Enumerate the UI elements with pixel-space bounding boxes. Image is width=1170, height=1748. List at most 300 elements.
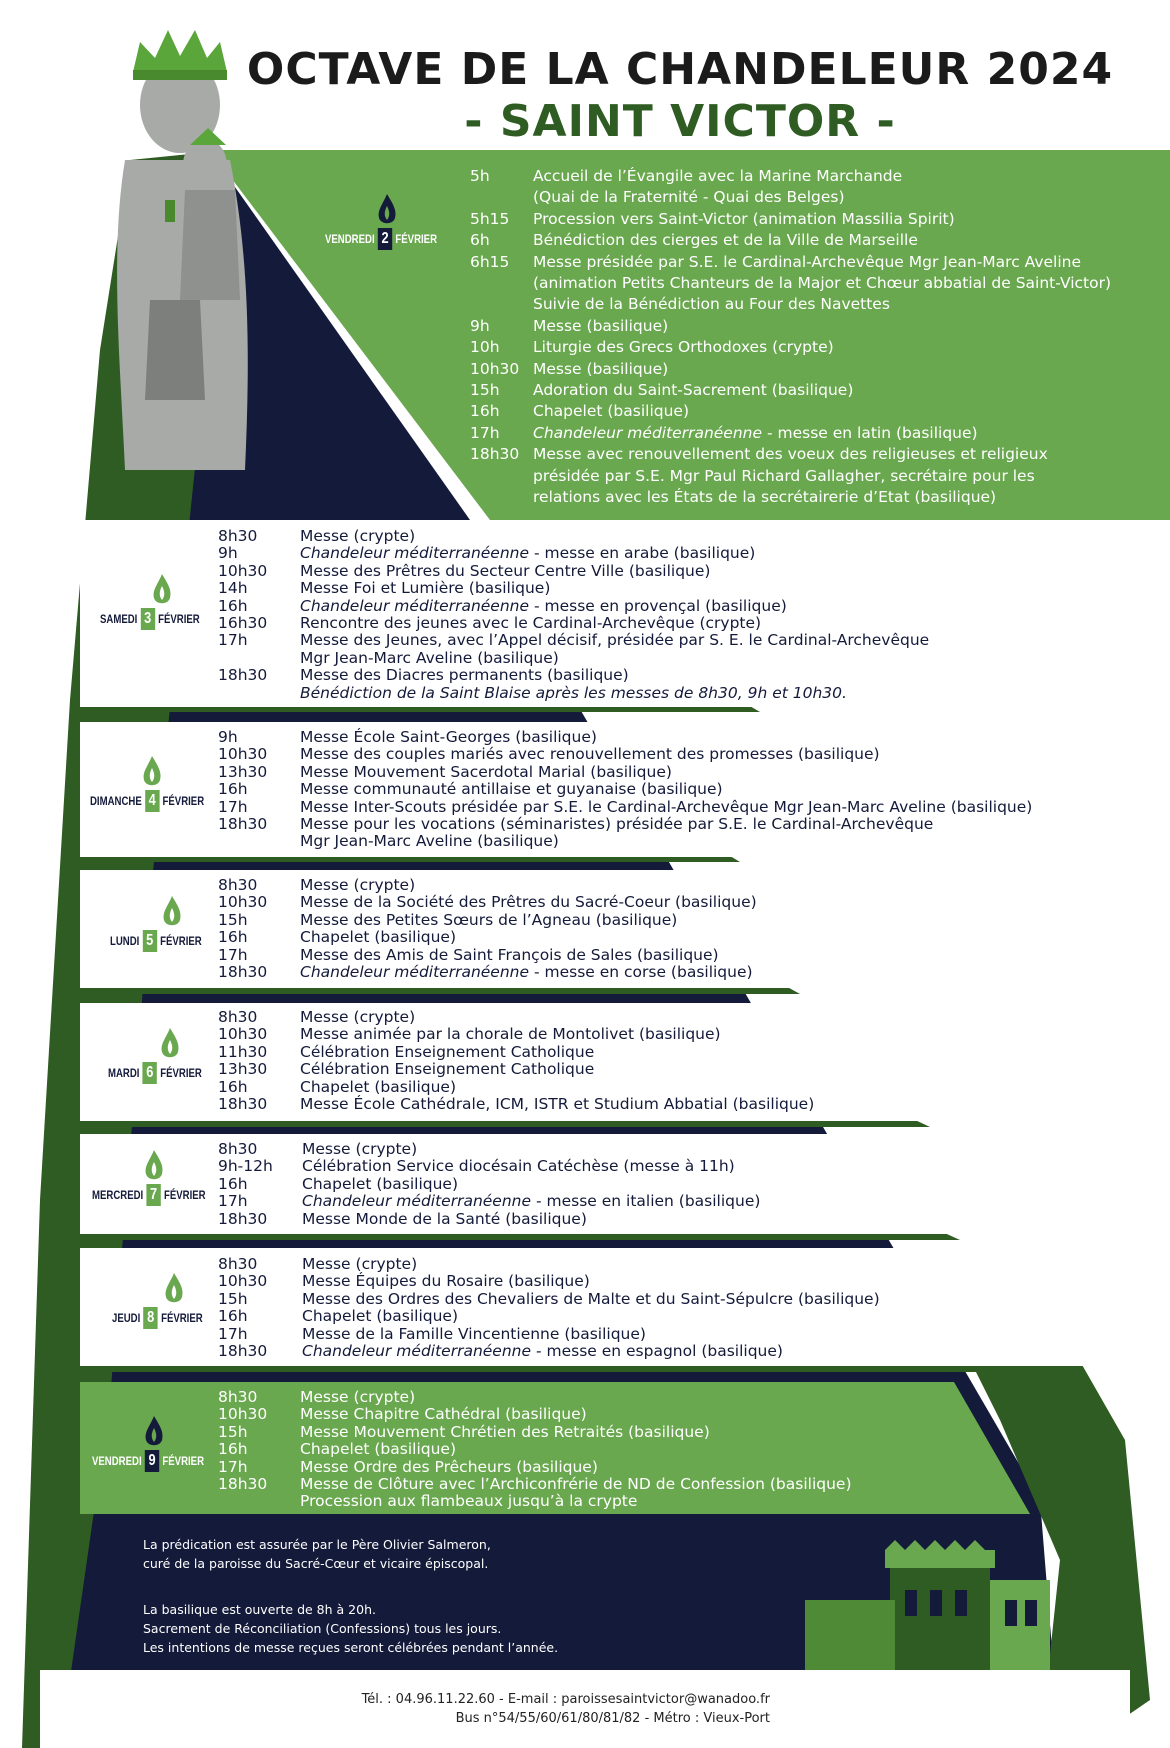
entry-description [300,528,1132,545]
entry-text: Messe Foi et Lumière (basilique) [300,579,551,598]
entry-description [533,252,1162,273]
contact-line-1: Tél. : 04.96.11.22.60 - E-mail : paroissesaintvictor@wanadoo.fr [361,1692,770,1707]
schedule-entry [218,563,1132,580]
entry-text: présidée par S.E. Mgr Paul Richard Gallagher, secrétaire pour les [533,466,1035,485]
day-month: FÉVRIER [161,1311,203,1325]
entry-text: Procession aux flambeaux jusqu’à la crypte [300,1492,638,1511]
schedule-entry [218,746,1132,763]
contact-line-2: Bus n°54/55/60/61/80/81/82 - Métro : Vieux-Port [455,1711,770,1726]
day-label-4 [90,790,204,812]
entry-time: 13h30 [218,1060,268,1079]
entry-text: Chapelet (basilique) [300,1077,456,1096]
candle-flame-icon [142,1150,166,1184]
schedule-entry [218,528,1132,545]
day-label-6 [108,1062,202,1084]
entry-time: 6h [470,231,490,250]
entry-description [302,1326,1132,1343]
entry-time: 16h [218,1440,248,1459]
entry-description [300,1061,1132,1078]
schedule-entry [218,1389,1022,1406]
entry-description [300,964,1132,981]
schedule-entry [218,615,1132,632]
day-month: FÉVRIER [158,612,200,626]
entry-description [302,1176,1132,1193]
entry-time: 15h [218,910,248,929]
entry-time: 10h30 [470,359,520,378]
schedule-entry [470,230,1162,251]
entry-time: 15h [218,1289,248,1308]
entry-time: 15h [470,381,500,400]
entry-text: Bénédiction des cierges et de la Ville de Marseille [533,231,918,250]
entry-time: 8h30 [218,1140,258,1158]
candle-flame-icon [162,1273,186,1307]
entry-time: 16h [218,780,248,799]
entry-text: Messe des Prêtres du Secteur Centre Ville (basilique) [300,561,711,580]
entry-italic: Chandeleur méditerranéenne [300,963,530,982]
entry-description [302,1141,1132,1158]
entry-time: 16h [218,928,248,947]
entry-time: 16h [470,402,500,421]
entry-time [470,294,533,315]
schedule-entry [218,1211,1132,1228]
entry-description [302,1343,1132,1360]
schedule-entry [218,685,1132,702]
schedule-entry [218,781,1132,798]
entry-description [300,877,1132,894]
entry-time [470,273,533,294]
candle-flame-icon [142,1416,166,1450]
entry-time: 17h [218,1457,248,1476]
entry-description [300,563,1132,580]
entry-time: 8h30 [218,876,258,894]
schedule-entry [470,273,1162,294]
schedule-entry [218,1193,1132,1210]
entry-description [533,380,1162,401]
schedule-entry [218,929,1132,946]
entry-time: 18h30 [218,1209,268,1228]
entry-description [300,894,1132,911]
entry-italic: Chandeleur méditerranéenne [300,596,530,615]
schedule-list [218,1141,1132,1228]
entry-italic: Chandeleur méditerranéenne [300,544,530,563]
entry-time: 10h30 [218,561,268,580]
schedule-entry [218,1158,1132,1175]
entry-description [300,781,1132,798]
entry-time: 17h [218,797,248,816]
entry-time: 16h [218,596,248,615]
day-number: 3 [141,608,155,630]
entry-description [533,401,1162,422]
schedule-entry [218,1026,1132,1043]
schedule-entry [470,359,1162,380]
entry-time: 13h30 [218,762,268,781]
day-weekday: MARDI [108,1066,140,1080]
schedule-entry [218,1291,1132,1308]
day-weekday: JEUDI [112,1311,141,1325]
schedule-entry [470,209,1162,230]
entry-italic: Chandeleur méditerranéenne [533,423,763,442]
entry-description [300,912,1132,929]
day-number: 4 [145,790,159,812]
schedule-entry [470,337,1162,358]
candle-flame-icon [375,194,399,228]
schedule-entry [470,487,1162,508]
entry-text: (animation Petits Chanteurs de la Major et Chœur abbatial de Saint-Victor) [533,274,1112,293]
entry-description [300,729,1132,746]
entry-time: 9h [470,316,490,335]
entry-text: Chapelet (basilique) [302,1174,458,1193]
day-month: FÉVRIER [160,1066,202,1080]
day-number: 9 [145,1450,159,1472]
entry-time: 18h30 [218,1342,268,1361]
entry-text: Messe des Diacres permanents (basilique) [300,666,629,685]
poster-subtitle: - SAINT VICTOR - [464,96,896,147]
entry-time: 8h30 [218,1388,258,1406]
entry-description [300,598,1132,615]
entry-text: Messe des Amis de Saint François de Sales (basilique) [300,945,719,964]
schedule-entry [218,1044,1132,1061]
entry-text: Messe (crypte) [300,1388,416,1406]
entry-text: relations avec les États de la secrétairerie d’Etat (basilique) [533,488,997,507]
entry-time: 9h [218,544,238,563]
entry-time: 6h15 [470,252,510,271]
entry-text: Messe (crypte) [300,876,416,894]
entry-time: 10h30 [218,1405,268,1424]
schedule-entry [470,187,1162,208]
entry-description [302,1158,1132,1175]
entry-description [300,650,1132,667]
schedule-entry [218,799,1132,816]
entry-description [300,764,1132,781]
schedule-entry [218,894,1132,911]
entry-time: 16h30 [218,614,268,633]
entry-description [300,632,1132,649]
entry-time: 9h-12h [218,1157,273,1176]
entry-text: Liturgie des Grecs Orthodoxes (crypte) [533,338,834,357]
schedule-entry [218,1424,1022,1441]
entry-description [533,423,1162,444]
schedule-entry [218,1476,1022,1493]
day-label-9 [92,1450,204,1472]
entry-time [218,833,300,850]
entry-description [300,667,1132,684]
entry-description [302,1291,1132,1308]
entry-description [300,615,1132,632]
schedule-entry [218,1493,1022,1510]
schedule-entry [470,401,1162,422]
entry-time: 16h [218,1174,248,1193]
entry-time: 16h [218,1077,248,1096]
schedule-entry [218,1459,1022,1476]
schedule-entry [218,1141,1132,1158]
schedule-entry [218,545,1132,562]
schedule-list [218,528,1132,702]
day-weekday: VENDREDI [325,232,375,246]
entry-time: 17h [218,631,248,650]
entry-text: Chapelet (basilique) [533,402,689,421]
entry-description [300,1026,1132,1043]
entry-text: Messe communauté antillaise et guyanaise (basilique) [300,780,723,799]
preaching-line-2: curé de la paroisse du Sacré-Cœur et vicaire épiscopal. [143,1556,489,1571]
schedule-entry [470,466,1162,487]
entry-time: 10h [470,338,500,357]
entry-text: - messe en espagnol (basilique) [531,1342,783,1361]
entry-text: Messe avec renouvellement des voeux des religieuses et religieux [533,445,1048,464]
candle-flame-icon [140,756,164,790]
entry-text: Rencontre des jeunes avec le Cardinal-Archevêque (crypte) [300,614,762,633]
schedule-entry [470,423,1162,444]
entry-text: - messe en latin (basilique) [762,423,978,442]
schedule-list [218,729,1132,851]
entry-description [300,1459,1022,1476]
schedule-entry [218,1326,1132,1343]
day-number: 6 [143,1062,157,1084]
day-weekday: DIMANCHE [90,794,142,808]
entry-text: Messe École Cathédrale, ICM, ISTR et Studium Abbatial (basilique) [300,1095,815,1114]
entry-text: Messe animée par la chorale de Montolivet (basilique) [300,1025,721,1044]
entry-description [300,1096,1132,1113]
entry-description [533,487,1162,508]
day-weekday: SAMEDI [100,612,138,626]
entry-time: 5h15 [470,209,510,228]
entry-text: Messe des Ordres des Chevaliers de Malte et du Saint-Sépulcre (basilique) [302,1289,880,1308]
entry-text: Messe (basilique) [533,316,669,335]
entry-italic: Chandeleur méditerranéenne [302,1192,532,1211]
entry-time [470,466,533,487]
entry-description [533,166,1162,187]
entry-italic: Chandeleur méditerranéenne [302,1342,532,1361]
entry-time [218,650,300,667]
entry-time: 8h30 [218,527,258,545]
entry-text: Messe des Jeunes, avec l’Appel décisif, présidée par S. E. le Cardinal-Archevêque [300,631,930,650]
credit-text: ©Mwd - maelyswebdesign.fr [14,1491,27,1650]
schedule-entry [218,1308,1132,1325]
schedule-entry [218,1079,1132,1096]
entry-description [533,273,1162,294]
entry-description [300,746,1132,763]
preaching-line-1: La prédication est assurée par le Père Olivier Salmeron, [143,1537,491,1552]
schedule-entry [218,650,1132,667]
schedule-entry [218,833,1132,850]
entry-text: Messe des couples mariés avec renouvellement des promesses (basilique) [300,745,880,764]
day-label-2 [325,228,437,250]
entry-text: Messe Équipes du Rosaire (basilique) [302,1272,590,1291]
entry-time: 17h [218,1324,248,1343]
entry-text: Messe (crypte) [300,1008,416,1026]
entry-time: 10h30 [218,1025,268,1044]
day-label-3 [100,608,200,630]
schedule-entry [218,1176,1132,1193]
schedule-entry [218,1256,1132,1273]
entry-time: 17h [470,423,500,442]
day-month: FÉVRIER [164,1188,206,1202]
entry-text: Messe École Saint-Georges (basilique) [300,728,597,746]
entry-text: Accueil de l’Évangile avec la Marine Marchande [533,167,903,185]
entry-time [218,1493,300,1510]
entry-time [470,487,533,508]
entry-description [533,466,1162,487]
entry-description [533,316,1162,337]
entry-time: 18h30 [218,963,268,982]
entry-description [302,1211,1132,1228]
schedule-entry [218,632,1132,649]
schedule-entry [218,667,1132,684]
schedule-entry [218,598,1132,615]
schedule-entry [470,252,1162,273]
entry-description [300,1424,1022,1441]
poster-title: OCTAVE DE LA CHANDELEUR 2024 [246,44,1114,95]
entry-text: Messe de la Société des Prêtres du Sacré-Coeur (basilique) [300,893,757,912]
day-weekday: MERCREDI [92,1188,144,1202]
contact-info [300,1690,770,1728]
entry-time: 11h30 [218,1042,268,1061]
entry-description [533,294,1162,315]
schedule-entry [470,166,1162,187]
entry-description [300,1493,1022,1510]
entry-description [300,685,1132,702]
entry-text: Messe de la Famille Vincentienne (basilique) [302,1324,646,1343]
entry-text: Messe Inter-Scouts présidée par S.E. le Cardinal-Archevêque Mgr Jean-Marc Aveline (basilique) [300,797,1033,816]
entry-text: Procession vers Saint-Victor (animation Massilia Spirit) [533,209,955,228]
schedule-list [218,877,1132,981]
entry-description [302,1308,1132,1325]
entry-description [300,816,1132,833]
schedule-list [470,166,1162,509]
entry-time: 10h30 [218,1272,268,1291]
entry-description [300,1476,1022,1493]
day-weekday: VENDREDI [92,1454,142,1468]
schedule-entry [218,964,1132,981]
entry-time: 17h [218,945,248,964]
schedule-list [218,1256,1132,1360]
entry-text: Chapelet (basilique) [300,928,456,947]
entry-text: (Quai de la Fraternité - Quai des Belges) [533,188,845,207]
entry-description [300,833,1132,850]
entry-description [300,1406,1022,1423]
schedule-entry [218,1061,1132,1078]
schedule-entry [218,1343,1132,1360]
entry-text: Chapelet (basilique) [302,1307,458,1326]
day-month: FÉVRIER [395,232,438,246]
schedule-entry [218,764,1132,781]
schedule-entry [470,444,1162,465]
entry-text: Messe Mouvement Chrétien des Retraités (basilique) [300,1422,710,1441]
entry-time: 5h [470,167,490,185]
day-label-5 [110,930,202,952]
entry-text: Mgr Jean-Marc Aveline (basilique) [300,648,559,667]
schedule-entry [218,912,1132,929]
entry-text: Messe des Petites Sœurs de l’Agneau (basilique) [300,910,678,929]
entry-time: 9h [218,728,238,746]
day-month: FÉVRIER [162,794,205,808]
info-line-1: La basilique est ouverte de 8h à 20h. [143,1602,376,1617]
entry-description [533,209,1162,230]
entry-text: Messe (crypte) [302,1255,418,1273]
schedule-entry [218,1009,1132,1026]
entry-text: Messe Ordre des Prêcheurs (basilique) [300,1457,598,1476]
entry-description [300,1389,1022,1406]
info-line-3: Les intentions de messe reçues seront célébrées pendant l’année. [143,1640,559,1655]
candle-flame-icon [158,1028,182,1062]
entry-text: Adoration du Saint-Sacrement (basilique) [533,381,854,400]
day-number: 2 [378,228,392,250]
entry-time: 18h30 [470,445,520,464]
schedule-entry [218,1406,1022,1423]
entry-description [302,1273,1132,1290]
entry-text: Messe (crypte) [302,1140,418,1158]
entry-text: Célébration Enseignement Catholique [300,1042,595,1061]
practical-info [143,1600,558,1657]
day-month: FÉVRIER [160,934,202,948]
entry-description [300,799,1132,816]
entry-description [533,337,1162,358]
entry-text: Célébration Enseignement Catholique [300,1060,595,1079]
schedule-list [218,1009,1132,1113]
entry-description [300,929,1132,946]
entry-description [533,359,1162,380]
entry-description [302,1193,1132,1210]
entry-description [533,187,1162,208]
entry-text: - messe en provençal (basilique) [529,596,787,615]
entry-text: Mgr Jean-Marc Aveline (basilique) [300,832,559,851]
candle-flame-icon [150,574,174,608]
entry-time: 16h [218,1307,248,1326]
day-number: 7 [146,1184,160,1206]
entry-text: Messe présidée par S.E. le Cardinal-Archevêque Mgr Jean-Marc Aveline [533,252,1082,271]
schedule-entry [218,1273,1132,1290]
schedule-entry [218,947,1132,964]
entry-time: 18h30 [218,666,268,685]
entry-text: Messe (crypte) [300,527,416,545]
preaching-note [143,1535,491,1573]
entry-time: 10h30 [218,893,268,912]
entry-description [302,1256,1132,1273]
entry-text: - messe en italien (basilique) [531,1192,761,1211]
entry-time: 8h30 [218,1008,258,1026]
day-number: 8 [143,1307,157,1329]
schedule-entry [470,316,1162,337]
day-label-7 [92,1184,206,1206]
day-weekday: LUNDI [110,934,140,948]
schedule-entry [218,729,1132,746]
entry-time: 15h [218,1422,248,1441]
schedule-entry [218,877,1132,894]
entry-time: 10h30 [218,745,268,764]
day-number: 5 [143,930,157,952]
schedule-entry [470,294,1162,315]
entry-description [300,1044,1132,1061]
entry-description [300,580,1132,597]
day-label-8 [112,1307,203,1329]
entry-italic: Bénédiction de la Saint Blaise après les messes de 8h30, 9h et 10h30. [300,683,847,702]
entry-time: 8h30 [218,1255,258,1273]
entry-description [300,947,1132,964]
entry-description [300,1079,1132,1096]
entry-text: Messe Monde de la Santé (basilique) [302,1209,587,1228]
day-month: FÉVRIER [162,1454,205,1468]
schedule-entry [218,1096,1132,1113]
entry-text: Messe Mouvement Sacerdotal Marial (basilique) [300,762,672,781]
schedule-entry [218,1441,1022,1458]
entry-time: 18h30 [218,815,268,834]
entry-text: Messe pour les vocations (séminaristes) présidée par S.E. le Cardinal-Archevêque [300,815,934,834]
entry-text: - messe en arabe (basilique) [529,544,756,563]
entry-text: Célébration Service diocésain Catéchèse (messe à 11h) [302,1157,735,1176]
schedule-entry [218,580,1132,597]
entry-text: - messe en corse (basilique) [529,963,753,982]
schedule-entry [218,816,1132,833]
candle-flame-icon [160,896,184,930]
